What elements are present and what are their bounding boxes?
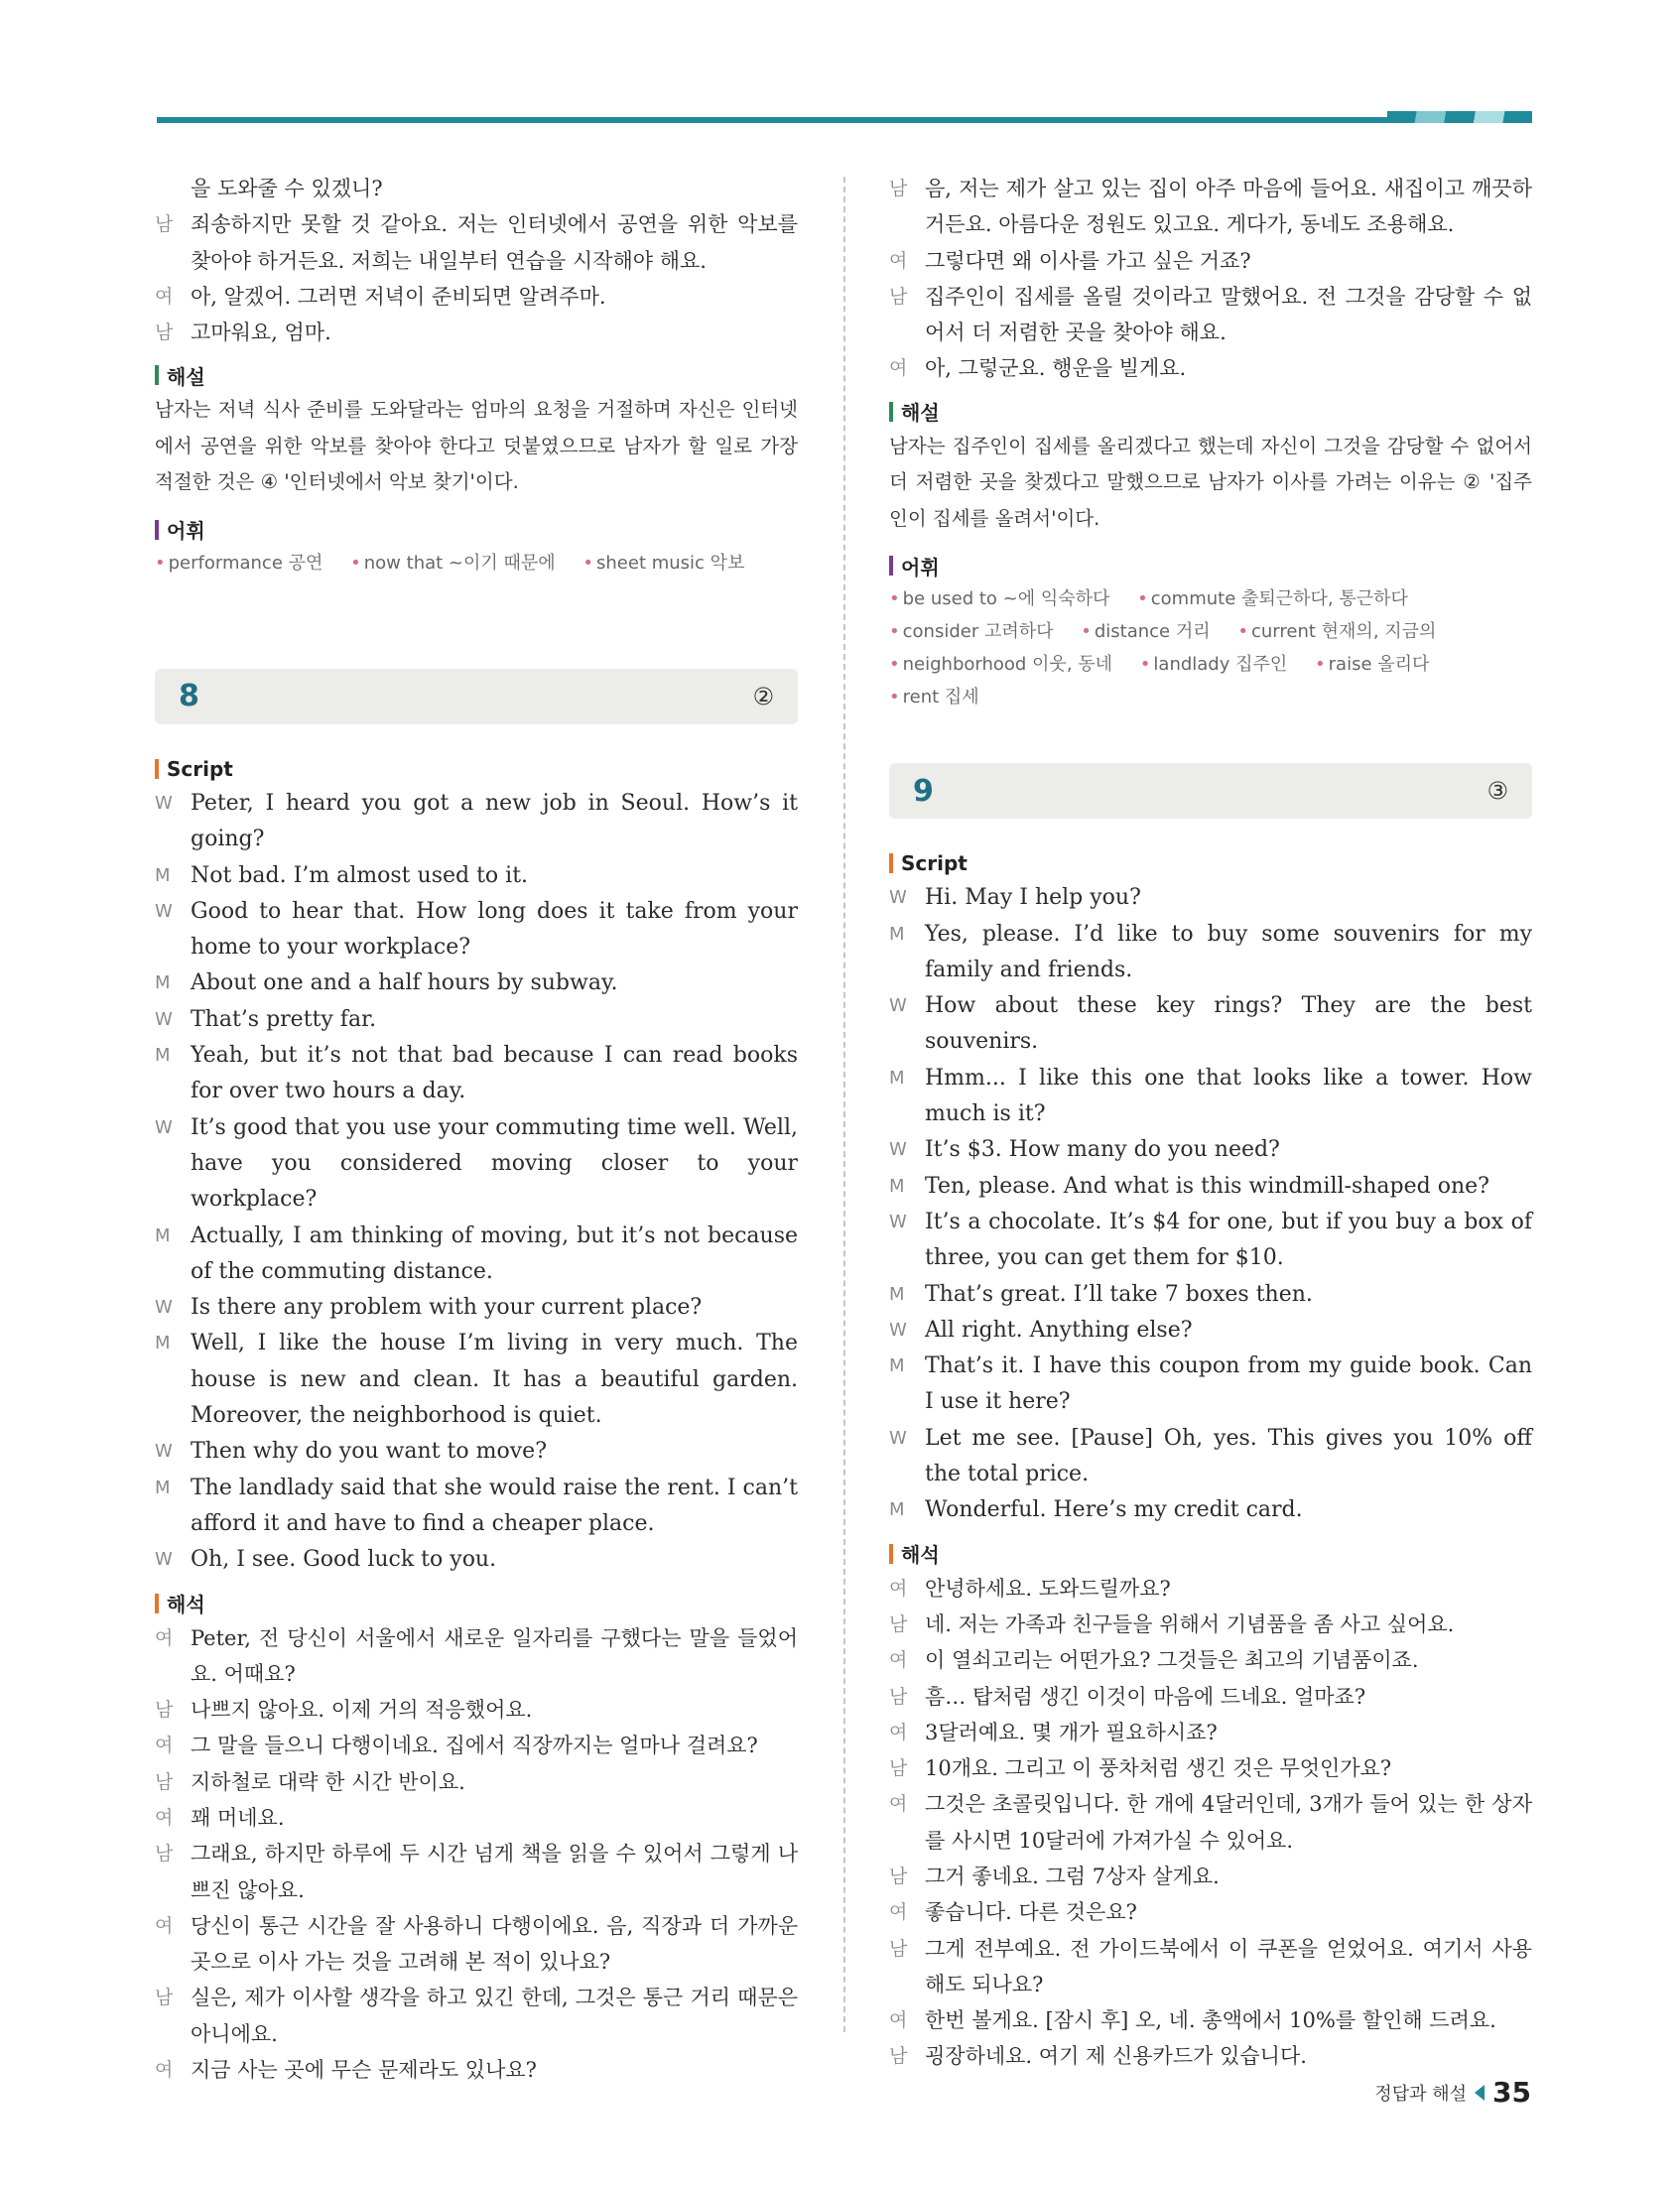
question-number: 8 bbox=[179, 679, 199, 714]
translation-line: 남 실은, 제가 이사할 생각을 하고 있긴 한데, 그것은 통근 거리 때문은 아니에요. bbox=[155, 1986, 798, 2046]
script-line: W Is there any problem with your current place? bbox=[155, 1295, 703, 1321]
translation-line: 남 그래요, 하지만 하루에 두 시간 넘게 책을 읽을 수 있어서 그렇게 나쁘진 않아요. bbox=[155, 1842, 798, 1902]
script-line: W How about these key rings? They are the best souvenirs. bbox=[889, 993, 1532, 1055]
vocab-heading: 어휘 bbox=[889, 549, 1532, 582]
translation-line: 여 좋습니다. 다른 것은요? bbox=[889, 1900, 1137, 1925]
translation-line: 남 그게 전부예요. 전 가이드북에서 이 쿠폰을 얻었어요. 여기서 사용해도 되나요? bbox=[889, 1936, 1532, 1996]
translation-line: 여 한번 볼게요. [잠시 후] 오, 네. 총액에서 10%를 할인해 드려요. bbox=[889, 2008, 1496, 2033]
section-marker bbox=[889, 853, 893, 873]
translation-lines bbox=[155, 1620, 798, 2089]
page-footer bbox=[1374, 2076, 1531, 2109]
speaker: 여 bbox=[155, 285, 174, 308]
section-marker bbox=[889, 1544, 893, 1564]
translation-line: 여 3달러예요. 몇 개가 필요하시죠? bbox=[889, 1720, 1218, 1744]
vocab-item: • consider 고려하다 bbox=[889, 621, 1054, 643]
translation-line: 남 굉장하네요. 여기 제 신용카드가 있습니다. bbox=[889, 2044, 1307, 2069]
section-marker bbox=[155, 759, 159, 779]
section-title: Script bbox=[167, 756, 233, 781]
section-marker bbox=[155, 365, 159, 385]
script-line: M Yeah, but it’s not that bad because I can read books for over two hours a day. bbox=[155, 1043, 798, 1104]
section-marker bbox=[889, 556, 893, 576]
question-number: 9 bbox=[913, 773, 934, 809]
vocab-list bbox=[155, 547, 798, 579]
translation-line: 남 지하철로 대략 한 시간 반이요. bbox=[155, 1769, 465, 1794]
script-line: W All right. Anything else? bbox=[889, 1317, 1193, 1343]
line-text: 아, 알겠어. 그러면 저녁이 준비되면 알려주마. bbox=[191, 284, 606, 309]
translation-line: 여 지금 사는 곳에 무슨 문제라도 있나요? bbox=[155, 2058, 537, 2083]
section-title: 해석 bbox=[167, 1593, 205, 1617]
script-line: M That’s it. I have this coupon from my guide book. Can I use it here? bbox=[889, 1353, 1532, 1415]
question-8-header bbox=[155, 669, 798, 724]
script-line: W Hi. May I help you? bbox=[889, 885, 1141, 911]
section-title: 어휘 bbox=[167, 519, 205, 544]
script-line: W It’s $3. How many do you need? bbox=[889, 1137, 1280, 1163]
header-accent bbox=[1387, 111, 1532, 123]
left-top-dialog bbox=[155, 171, 798, 350]
page-number: 35 bbox=[1492, 2076, 1531, 2109]
script-line: M That’s great. I’ll take 7 boxes then. bbox=[889, 1281, 1313, 1307]
footer-label: 정답과 해설 bbox=[1374, 2083, 1468, 2105]
script-lines bbox=[155, 786, 798, 1579]
vocab-item: • be used to ~에 익숙하다 bbox=[889, 588, 1110, 610]
vocab-item: • current 현재의, 지금의 bbox=[1237, 621, 1437, 643]
explanation-text: 남자는 저녁 식사 준비를 도와달라는 엄마의 요청을 거절하며 자신은 인터넷에서 공연을 위한 악보를 찾아야 한다고 덧붙였으므로 남자가 할 일로 가장 적절한 것은 ④ '인터넷에서 악보 찾기'이다. bbox=[155, 398, 798, 494]
script-lines bbox=[889, 880, 1532, 1528]
translation-lines bbox=[889, 1571, 1532, 2075]
vocab-item: • performance 공연 bbox=[155, 552, 323, 574]
script-line: W Let me see. [Pause] Oh, yes. This gives you 10% off the total price. bbox=[889, 1425, 1532, 1487]
vocab-item: • distance 거리 bbox=[1081, 621, 1211, 643]
script-line: M Yes, please. I’d like to buy some souvenirs for my family and friends. bbox=[889, 921, 1532, 982]
vocab-item: • neighborhood 이웃, 동네 bbox=[889, 654, 1113, 676]
script-heading: Script bbox=[889, 846, 1532, 880]
script-line: W Then why do you want to move? bbox=[155, 1439, 547, 1465]
translation-line: 남 흠… 탑처럼 생긴 이것이 마음에 드네요. 얼마죠? bbox=[889, 1684, 1366, 1709]
vocab-item: • sheet music 악보 bbox=[582, 552, 745, 574]
header-rule bbox=[157, 117, 1532, 123]
right-column bbox=[889, 171, 1532, 2075]
vocab-item: • commute 출퇴근하다, 통근하다 bbox=[1137, 588, 1408, 610]
dialog-line bbox=[155, 279, 798, 315]
dialog-line: 남 음, 저는 제가 살고 있는 집이 아주 마음에 들어요. 새집이고 깨끗하거든요. 아름다운 정원도 있고요. 게다가, 동네도 조용해요. bbox=[889, 177, 1532, 237]
line-text: 을 도와줄 수 있겠니? bbox=[191, 177, 383, 200]
script-line: M Hmm... I like this one that looks like a tower. How much is it? bbox=[889, 1065, 1532, 1127]
script-line: M Actually, I am thinking of moving, but it’s not because of the commuting distance. bbox=[155, 1223, 798, 1284]
script-line: M The landlady said that she would raise the rent. I can’t afford it and have to find a cheaper place. bbox=[155, 1475, 798, 1536]
script-line: W Oh, I see. Good luck to you. bbox=[155, 1547, 497, 1573]
speaker: 남 bbox=[155, 322, 174, 344]
script-heading bbox=[155, 752, 798, 786]
translation-line: 여 안녕하세요. 도와드릴까요? bbox=[889, 1576, 1171, 1601]
dialog-line: 남 집주인이 집세를 올릴 것이라고 말했어요. 전 그것을 감당할 수 없어서 더 저렴한 곳을 찾아야 해요. bbox=[889, 284, 1532, 345]
dialog-line bbox=[155, 315, 798, 350]
translation-line: 남 네. 저는 가족과 친구들을 위해서 기념품을 좀 사고 싶어요. bbox=[889, 1611, 1455, 1636]
script-line: M Well, I like the house I’m living in very much. The house is new and clean. It has a beautiful garden. Moreover, the neighborhood is quiet. bbox=[155, 1331, 798, 1429]
question-9-header bbox=[889, 763, 1532, 819]
section-marker bbox=[155, 520, 159, 540]
section-title: 해설 bbox=[167, 364, 205, 389]
translation-line: 여 그 말을 들으니 다행이네요. 집에서 직장까지는 얼마나 걸려요? bbox=[155, 1734, 758, 1758]
line-text: 죄송하지만 못할 것 같아요. 저는 인터넷에서 공연을 위한 악보를 찾아야 하거든요. 저희는 내일부터 연습을 시작해야 해요. bbox=[191, 212, 798, 273]
speaker: 남 bbox=[155, 213, 174, 236]
section-marker bbox=[155, 1594, 159, 1613]
triangle-icon bbox=[1475, 2085, 1485, 2101]
translation-line: 남 그거 좋네요. 그럼 7상자 살게요. bbox=[889, 1865, 1220, 1888]
dialog-line bbox=[155, 206, 798, 279]
script-line: W Good to hear that. How long does it take from your home to your workplace? bbox=[155, 898, 798, 961]
dialog-line bbox=[155, 171, 798, 206]
dialog-line: 여 아, 그렇군요. 행운을 빌게요. bbox=[889, 356, 1187, 381]
vocab-item: • rent 집세 bbox=[889, 687, 979, 708]
translation-heading bbox=[155, 1587, 798, 1620]
script-line: W That’s pretty far. bbox=[155, 1006, 377, 1032]
translation-line: 여 이 열쇠고리는 어떤가요? 그것들은 최고의 기념품이죠. bbox=[889, 1648, 1419, 1673]
vocab-heading bbox=[155, 513, 798, 547]
line-text: 고마워요, 엄마. bbox=[191, 321, 331, 345]
script-line: W Peter, I heard you got a new job in Seoul. How’s it going? bbox=[155, 790, 798, 852]
translation-line: 여 꽤 머네요. bbox=[155, 1806, 285, 1830]
vocab-list bbox=[889, 582, 1532, 713]
translation-line: 남 10개요. 그리고 이 풍차처럼 생긴 것은 무엇인가요? bbox=[889, 1756, 1392, 1781]
vocab-item: • now that ~이기 때문에 bbox=[350, 552, 556, 574]
explanation-heading bbox=[155, 358, 798, 392]
vocab-item: • landlady 집주인 bbox=[1139, 654, 1288, 676]
explanation-text: 남자는 집주인이 집세를 올리겠다고 했는데 자신이 그것을 감당할 수 없어서 더 저렴한 곳을 찾겠다고 말했으므로 남자가 이사를 가려는 이유는 ② '집주인이 집세를 올려서'이다. bbox=[889, 434, 1532, 530]
section-marker bbox=[889, 402, 893, 422]
vocab-item: • raise 올리다 bbox=[1315, 654, 1430, 676]
left-column bbox=[155, 171, 798, 2088]
translation-line: 여 Peter, 전 당신이 서울에서 새로운 일자리를 구했다는 말을 들었어요. 어때요? bbox=[155, 1625, 798, 1686]
dialog-line: 여 그렇다면 왜 이사를 가고 싶은 거죠? bbox=[889, 248, 1251, 273]
column-divider bbox=[843, 177, 845, 2032]
script-line: M Not bad. I’m almost used to it. bbox=[155, 862, 529, 888]
translation-heading: 해석 bbox=[889, 1537, 1532, 1571]
script-line: M About one and a half hours by subway. bbox=[155, 970, 618, 996]
speaker bbox=[155, 171, 191, 206]
explanation-heading: 해설 bbox=[889, 395, 1532, 429]
answer-badge: ② bbox=[752, 682, 774, 710]
answer-badge: ③ bbox=[1486, 777, 1508, 806]
translation-line: 남 나쁘지 않아요. 이제 거의 적응했어요. bbox=[155, 1698, 533, 1723]
translation-line: 여 당신이 통근 시간을 잘 사용하니 다행이에요. 음, 직장과 더 가까운 곳으로 이사 가는 것을 고려해 본 적이 있나요? bbox=[155, 1913, 798, 1975]
script-line: M Wonderful. Here’s my credit card. bbox=[889, 1497, 1303, 1523]
script-line: W It’s good that you use your commuting time well. Well, have you considered moving closer to your workplace? bbox=[155, 1114, 798, 1213]
script-line: M Ten, please. And what is this windmill-shaped one? bbox=[889, 1173, 1489, 1199]
script-line: W It’s a chocolate. It’s $4 for one, but if you buy a box of three, you can get them for $10. bbox=[889, 1209, 1532, 1271]
translation-line: 여 그것은 초콜릿입니다. 한 개에 4달러인데, 3개가 들어 있는 한 상자를 사시면 10달러에 가져가실 수 있어요. bbox=[889, 1792, 1532, 1853]
right-top-dialog bbox=[889, 171, 1532, 387]
